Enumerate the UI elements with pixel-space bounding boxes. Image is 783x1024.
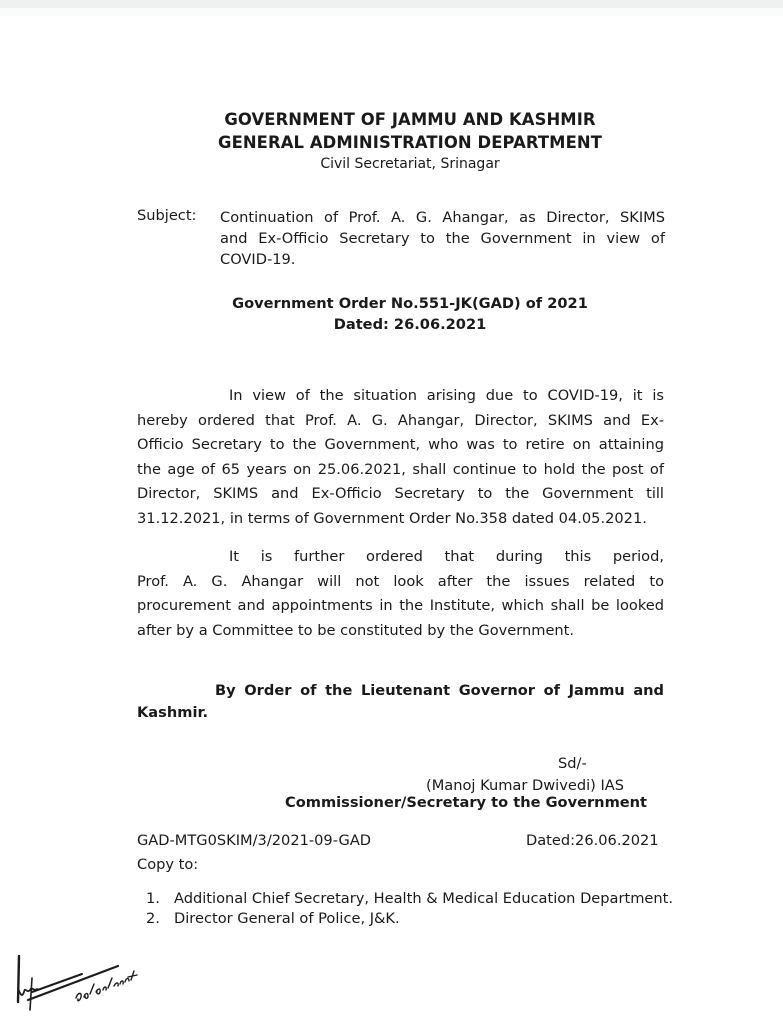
subject-line: Continuation of Prof. A. G. Ahangar, as Director, SKIMS — [220, 209, 665, 226]
subject-label: Subject: — [137, 207, 197, 224]
paragraph-line: 31.12.2021, in terms of Government Order No.358 dated 04.05.2021. — [137, 509, 647, 527]
paragraph-line: procurement and appointments in the Institute, which shall be looked — [137, 597, 664, 614]
paragraph-line: hereby ordered that Prof. A. G. Ahangar, Director, SKIMS and Ex- — [137, 411, 664, 429]
header-department: GENERAL ADMINISTRATION DEPARTMENT — [218, 133, 602, 152]
header-government: GOVERNMENT OF JAMMU AND KASHMIR — [224, 110, 596, 129]
list-item — [146, 889, 673, 909]
paragraph-line: In view of the situation arising due to COVID-19, it is — [229, 387, 664, 404]
handwritten-signature-icon — [10, 950, 150, 1024]
paragraph-line: Director, SKIMS and Ex-Officio Secretary to the Government till — [137, 485, 664, 502]
list-item — [146, 909, 673, 929]
authority-statement — [137, 680, 664, 724]
paragraph-line: Officio Secretary to the Government, who was to retire on attaining — [137, 436, 664, 453]
copy-to-list — [146, 889, 673, 929]
list-item-text: Additional Chief Secretary, Health & Medical Education Department. — [174, 890, 674, 907]
signed-mark: Sd/- — [558, 755, 587, 772]
body-paragraph-1 — [137, 384, 664, 531]
copy-to-label: Copy to: — [137, 856, 199, 873]
signatory-designation: Commissioner/Secretary to the Government — [285, 794, 648, 811]
subject-line: and Ex-Officio Secretary to the Government in view of — [220, 230, 665, 247]
list-item-text: Director General of Police, J&K. — [174, 910, 400, 927]
order-date: Dated: 26.06.2021 — [333, 316, 487, 333]
authority-line: Kashmir. — [137, 704, 209, 721]
reference-number: GAD-MTG0SKIM/3/2021-09-GAD — [137, 832, 372, 849]
signatory-name: (Manoj Kumar Dwivedi) IAS — [426, 777, 625, 794]
authority-line: By Order of the Lieutenant Governor of Jammu and — [215, 682, 664, 699]
paragraph-line: the age of 65 years on 25.06.2021, shall continue to hold the post of — [137, 460, 664, 478]
header-location: Civil Secretariat, Srinagar — [320, 156, 500, 172]
list-item-number: 2. — [146, 910, 160, 927]
paragraph-line: Prof. A. G. Ahangar will not look after the issues related to — [137, 572, 664, 590]
body-paragraph-2 — [137, 545, 664, 643]
order-number: Government Order No.551-JK(GAD) of 2021 — [232, 295, 588, 312]
paragraph-line: after by a Committee to be constituted by the Government. — [137, 621, 575, 639]
paragraph-line: It is further ordered that during this period, — [229, 548, 664, 565]
subject-text — [220, 207, 665, 270]
reference-date: Dated:26.06.2021 — [526, 832, 659, 849]
subject-line: COVID-19. — [220, 251, 296, 268]
list-item-number: 1. — [146, 890, 160, 907]
